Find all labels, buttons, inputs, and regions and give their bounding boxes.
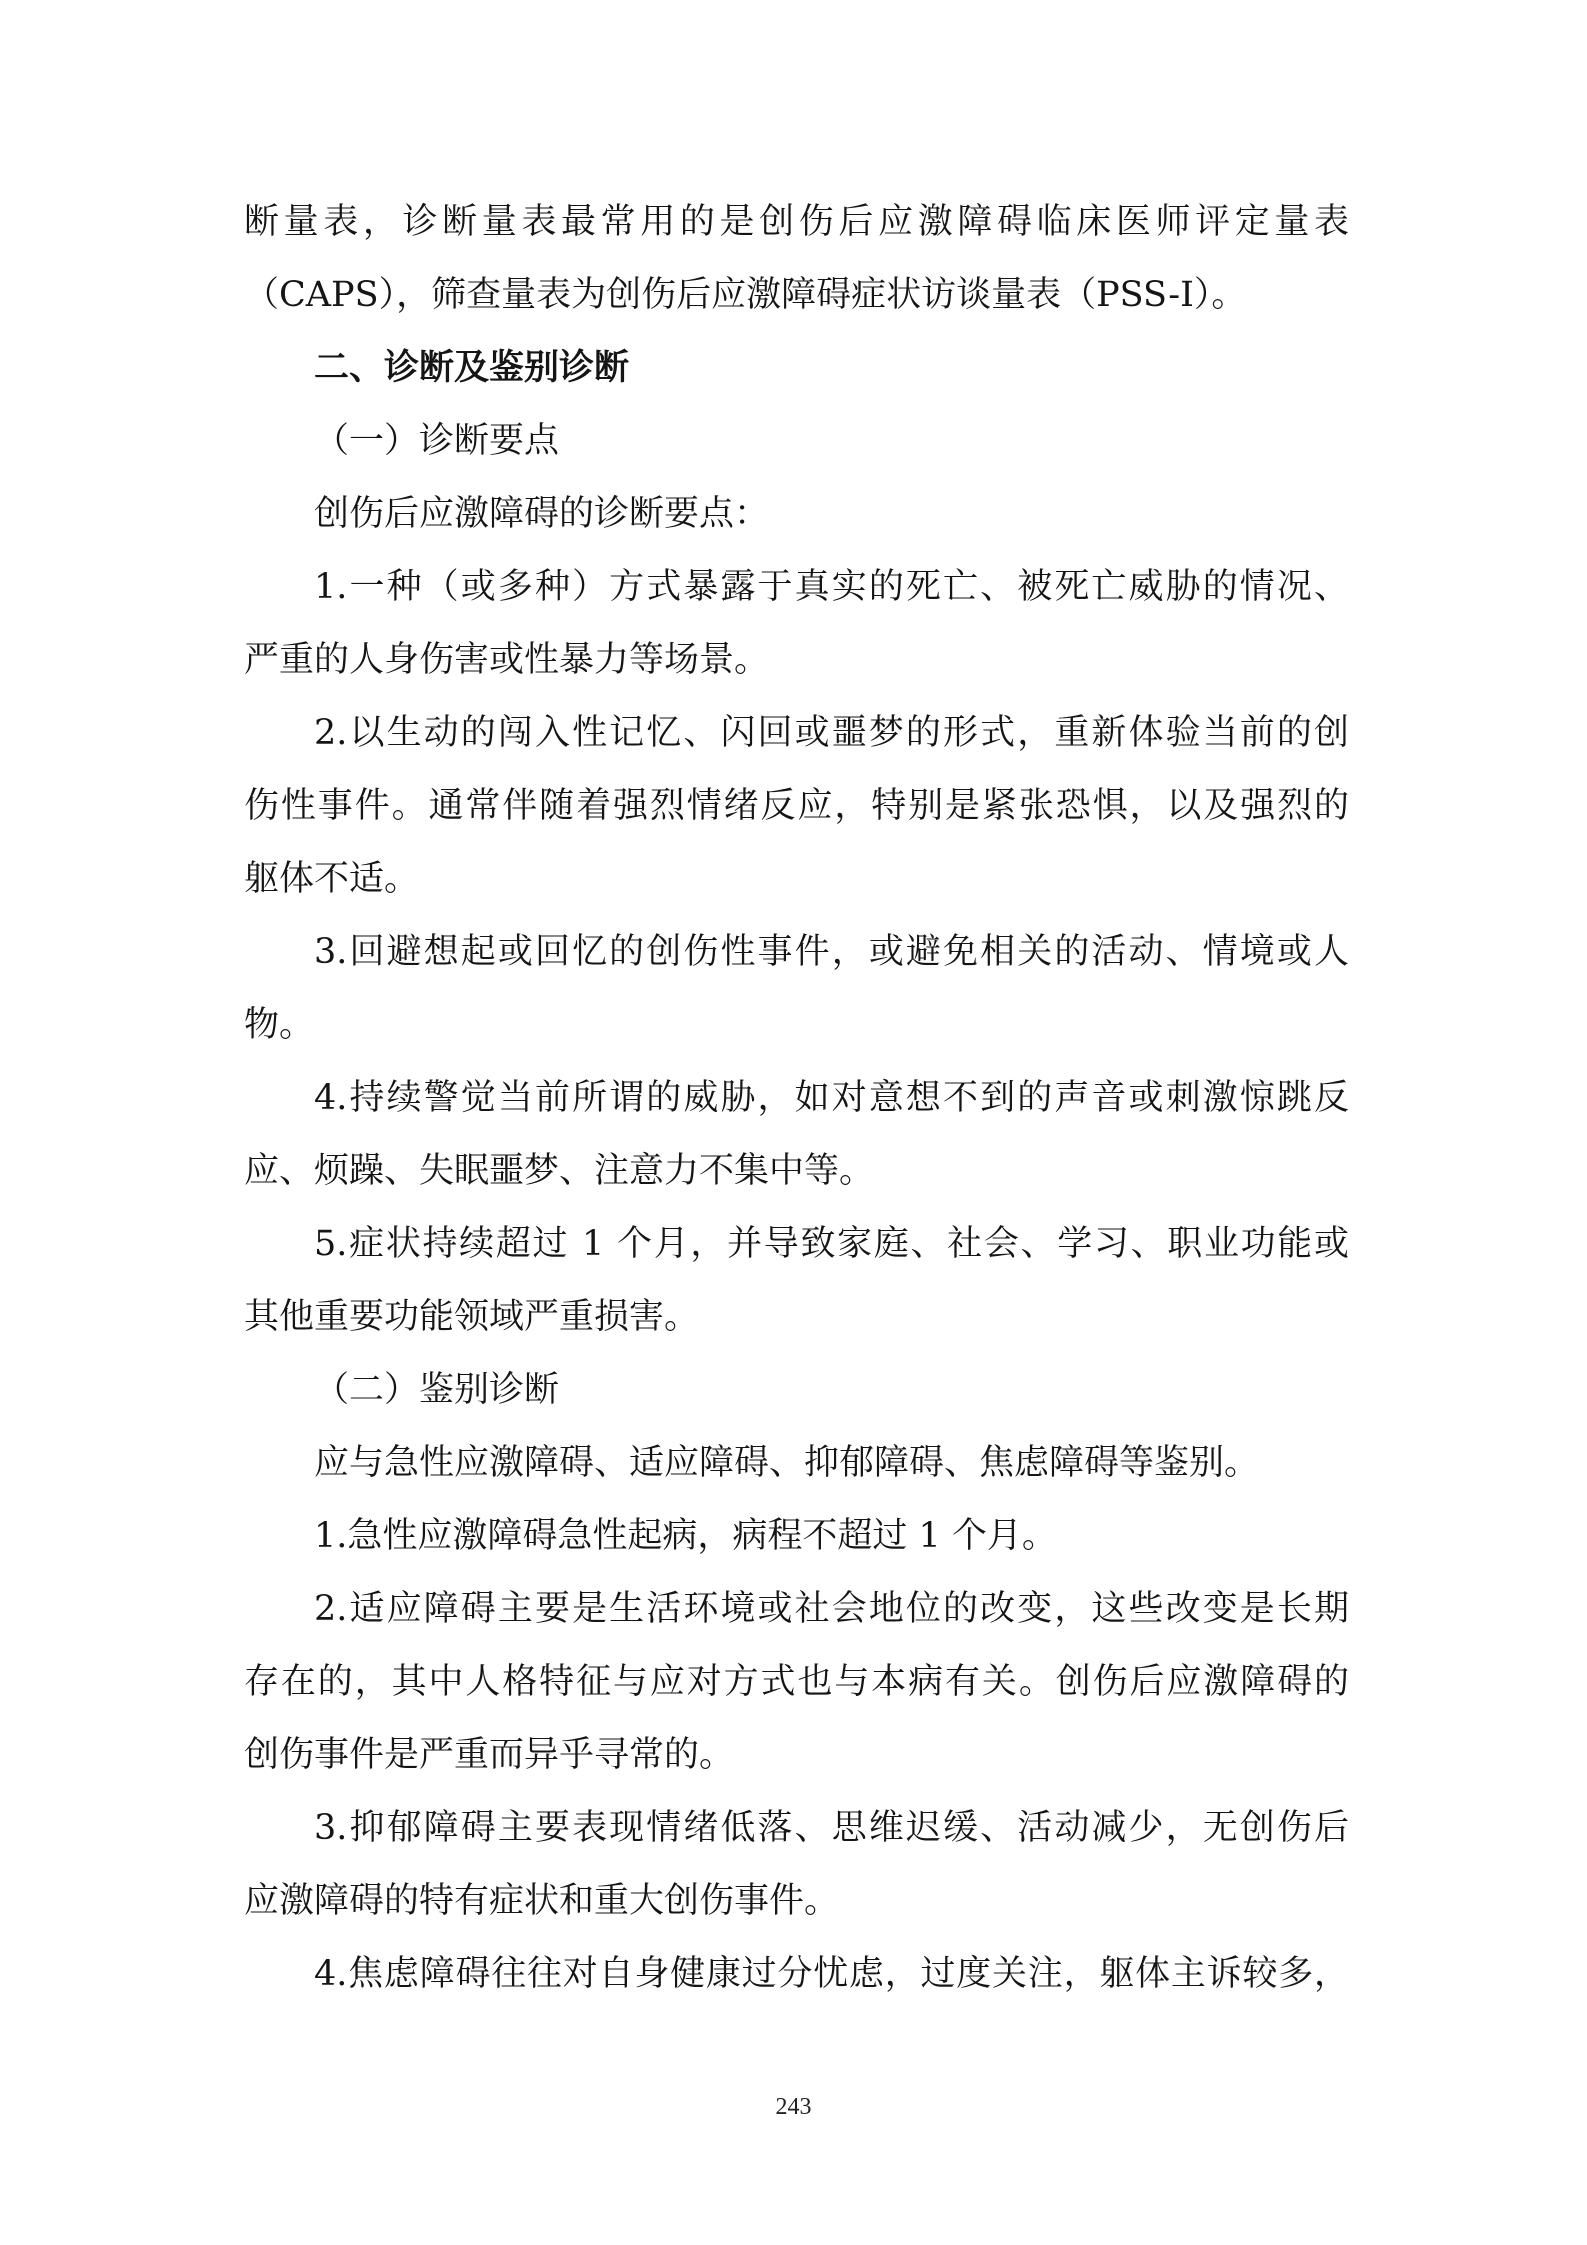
list-item xyxy=(244,551,1349,697)
list-item xyxy=(244,1792,1349,1938)
section-heading: 二、诊断及鉴别诊断 xyxy=(314,348,630,388)
text-line: 2.以生动的闯入性记忆、闪回或噩梦的形式，重新体验当前的创 xyxy=(314,713,1349,753)
text-line: 4.持续警觉当前所谓的威胁，如对意想不到的声音或刺激惊跳反 xyxy=(314,1078,1349,1118)
list-item xyxy=(244,1208,1349,1354)
intro-paragraph: 应与急性应激障碍、适应障碍、抑郁障碍、焦虑障碍等鉴别。 xyxy=(314,1443,1260,1483)
text-line: 存在的，其中人格特征与应对方式也与本病有关。创伤后应激障碍的 xyxy=(244,1662,1349,1702)
list-item xyxy=(244,697,1349,916)
text-line: 2.适应障碍主要是生活环境或社会地位的改变，这些改变是长期 xyxy=(314,1589,1349,1629)
list-item xyxy=(244,1500,1349,1573)
list-item xyxy=(244,1938,1349,2011)
text-line: 创伤事件是严重而异乎寻常的。 xyxy=(244,1735,735,1775)
text-line: 断量表，诊断量表最常用的是创伤后应激障碍临床医师评定量表 xyxy=(244,202,1349,242)
list-item xyxy=(244,1062,1349,1208)
document-body xyxy=(244,186,1349,2011)
subsection-heading: （一）诊断要点 xyxy=(314,421,560,461)
carryover-paragraph xyxy=(244,186,1349,332)
subsection-differential-diagnosis xyxy=(244,1354,1349,2011)
list-item xyxy=(244,916,1349,1062)
text-line: （CAPS），筛查量表为创伤后应激障碍症状访谈量表（PSS-I）。 xyxy=(244,275,1247,315)
subsection-diagnosis-points xyxy=(244,405,1349,1354)
text-line: 伤性事件。通常伴随着强烈情绪反应，特别是紧张恐惧，以及强烈的 xyxy=(244,786,1349,826)
text-line: 1.一种（或多种）方式暴露于真实的死亡、被死亡威胁的情况、 xyxy=(314,567,1349,607)
text-line: 应、烦躁、失眠噩梦、注意力不集中等。 xyxy=(244,1151,875,1191)
list-item xyxy=(244,1573,1349,1792)
intro-paragraph: 创伤后应激障碍的诊断要点： xyxy=(314,494,770,534)
text-line: 3.回避想起或回忆的创伤性事件，或避免相关的活动、情境或人 xyxy=(314,932,1349,972)
text-line: 物。 xyxy=(244,1005,315,1045)
text-line: 应激障碍的特有症状和重大创伤事件。 xyxy=(244,1881,840,1921)
text-line: 躯体不适。 xyxy=(244,859,420,899)
text-line: 严重的人身伤害或性暴力等场景。 xyxy=(244,640,770,680)
text-line: 1.急性应激障碍急性起病，病程不超过 1 个月。 xyxy=(314,1516,1057,1556)
subsection-heading: （二）鉴别诊断 xyxy=(314,1370,560,1410)
page-number: 243 xyxy=(775,2094,812,2120)
text-line: 其他重要功能领域严重损害。 xyxy=(244,1297,700,1337)
text-line: 3.抑郁障碍主要表现情绪低落、思维迟缓、活动减少，无创伤后 xyxy=(314,1808,1349,1848)
text-line: 5.症状持续超过 1 个月，并导致家庭、社会、学习、职业功能或 xyxy=(314,1224,1349,1264)
text-line: 4.焦虑障碍往往对自身健康过分忧虑，过度关注，躯体主诉较多， xyxy=(314,1954,1349,1994)
